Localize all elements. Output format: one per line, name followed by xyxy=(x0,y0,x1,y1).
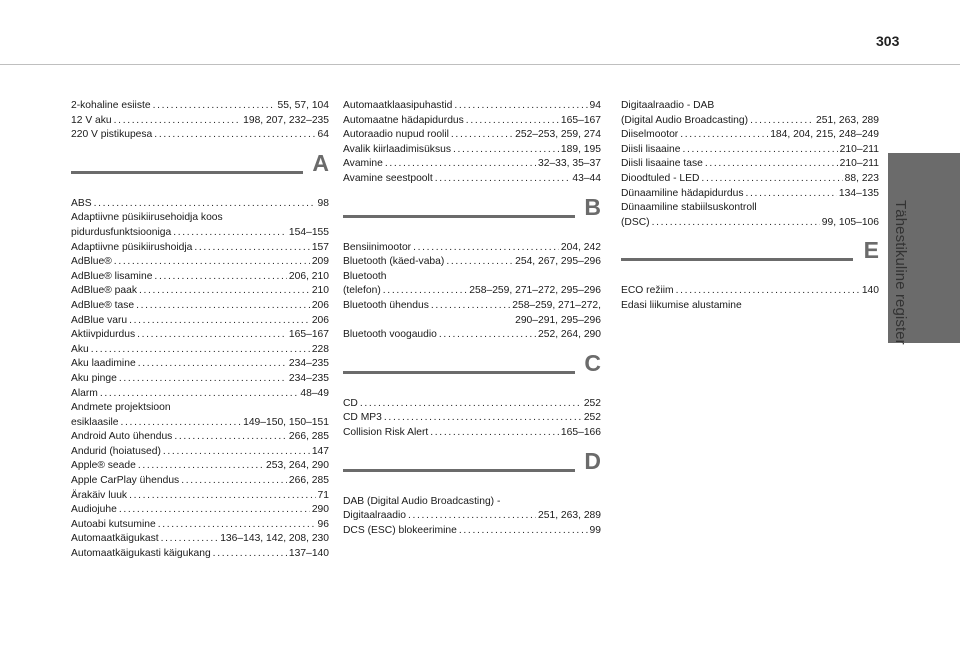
index-entry xyxy=(621,216,879,231)
index-entry-term: Diisli lisaaine tase xyxy=(621,158,703,170)
index-entry-term: Aktiivpidurdus xyxy=(71,329,136,341)
dot-leader xyxy=(194,241,309,256)
index-entry-pages: 149–150, 150–151 xyxy=(243,416,329,428)
letter-section-letter: E xyxy=(863,237,879,264)
index-entry-pages: 134–135 xyxy=(838,187,879,199)
index-entry-pages: 252 xyxy=(583,397,601,409)
dot-leader xyxy=(114,255,310,270)
index-entry-term: AdBlue® tase xyxy=(71,299,135,311)
index-entry-term: Audiojuhe xyxy=(71,504,117,516)
index-entry-term: Andurid (hoiatused) xyxy=(71,445,161,457)
letter-section-header xyxy=(71,143,329,197)
index-entry-term: Automaatkäigukasti käigukang xyxy=(71,548,211,560)
index-entry-term: ABS xyxy=(71,197,92,209)
index-entry xyxy=(71,197,329,212)
index-entry xyxy=(621,143,879,158)
dot-leader xyxy=(129,314,310,329)
index-entry-pages: 55, 57, 104 xyxy=(277,100,329,111)
letter-section-header xyxy=(621,230,879,284)
dot-leader xyxy=(173,226,287,241)
index-entry-pages: 88, 223 xyxy=(844,172,879,184)
index-entry-term: Avamine seestpoolt xyxy=(343,172,433,184)
index-entry-pages: 210 xyxy=(311,285,329,297)
index-entry-pages: 140 xyxy=(861,285,879,297)
index-entry-pages: 210–211 xyxy=(839,158,879,170)
index-entry xyxy=(71,270,329,285)
dot-leader xyxy=(454,99,587,114)
index-entry-pages: 252–253, 259, 274 xyxy=(515,129,601,141)
index-entry-pages: 266, 285 xyxy=(288,475,329,487)
index-entry-term: Bensiinimootor xyxy=(343,241,412,253)
index-entry-pages: 206, 210 xyxy=(288,270,329,282)
index-entry-pages: 251, 263, 289 xyxy=(538,510,601,522)
dot-leader xyxy=(408,509,536,524)
dot-leader xyxy=(746,187,837,202)
index-entry-pages: 137–140 xyxy=(288,548,329,560)
index-entry-pages: 206 xyxy=(311,314,329,326)
index-entry-pages: 48–49 xyxy=(300,387,329,399)
index-entry-term: Alarm xyxy=(71,387,98,399)
index-entry xyxy=(71,128,329,143)
index-entry xyxy=(71,416,329,431)
dot-leader xyxy=(161,532,219,547)
index-entry xyxy=(71,489,329,504)
index-entry xyxy=(343,397,601,412)
index-entry xyxy=(621,299,879,314)
index-entry-pages: 198, 207, 232–235 xyxy=(243,114,329,126)
index-entry-term: Dünaamiline hädapidurdus xyxy=(621,187,744,199)
index-entry xyxy=(343,99,601,114)
index-entry-term: Diiselmootor xyxy=(621,129,679,141)
dot-leader xyxy=(385,157,536,172)
index-entry xyxy=(71,255,329,270)
index-entry-term: Automaatklaasipuhastid xyxy=(343,100,453,111)
letter-section-rule xyxy=(71,171,303,174)
index-entry-term: AdBlue® paak xyxy=(71,285,137,297)
index-entry-pages: 64 xyxy=(317,129,329,141)
index-entry-pages: 209 xyxy=(311,256,329,268)
letter-section-rule xyxy=(621,258,853,261)
index-entry-term: Aku pinge xyxy=(71,372,117,384)
letter-section-letter: B xyxy=(584,193,601,220)
index-entry-term: Avalik kiirlaadimisüksus xyxy=(343,143,451,155)
index-entry-pages-continued: 290–291, 295–296 xyxy=(515,314,601,326)
index-entry-pages: 258–259, 271–272, 295–296 xyxy=(469,285,601,297)
dot-leader xyxy=(435,172,571,187)
dot-leader xyxy=(154,270,286,285)
index-entry xyxy=(343,114,601,129)
index-entry xyxy=(343,172,601,187)
index-entry-pages: 96 xyxy=(317,518,329,530)
index-entry xyxy=(71,445,329,460)
letter-section-letter: C xyxy=(584,349,601,376)
index-entry-term: Automaatkäigukast xyxy=(71,533,159,545)
dot-leader xyxy=(360,397,582,412)
dot-leader xyxy=(446,255,513,270)
index-entry-term: Bluetooth (käed-vaba) xyxy=(343,256,445,268)
index-entry-pages: 266, 285 xyxy=(288,431,329,443)
index-entry xyxy=(343,284,601,299)
index-entry-term: (DSC) xyxy=(621,216,650,228)
index-entry xyxy=(71,314,329,329)
section-tab-label: Tähestikuline register xyxy=(892,200,909,345)
index-entry-pages: 253, 264, 290 xyxy=(266,460,329,472)
dot-leader xyxy=(459,524,588,539)
dot-leader xyxy=(153,99,276,114)
index-entry-heading: Digitaalraadio - DAB xyxy=(621,100,715,111)
index-entry-pages: 157 xyxy=(311,241,329,253)
dot-leader xyxy=(138,459,264,474)
index-entry xyxy=(343,157,601,172)
dot-leader xyxy=(137,328,287,343)
index-entry xyxy=(343,328,601,343)
dot-leader xyxy=(119,503,310,518)
letter-section-letter: A xyxy=(312,149,329,176)
dot-leader xyxy=(181,474,287,489)
index-entry xyxy=(343,241,601,256)
index-entry-term: AdBlue® xyxy=(71,256,112,268)
dot-leader xyxy=(91,343,310,358)
letter-section-letter: D xyxy=(584,447,601,474)
index-entry-pages: 184, 204, 215, 248–249 xyxy=(770,129,879,141)
dot-leader xyxy=(114,114,241,129)
index-entry-term: Aku laadimine xyxy=(71,358,136,370)
index-entry-term: (Digital Audio Broadcasting) xyxy=(621,114,749,126)
index-entry-term: 220 V pistikupesa xyxy=(71,129,153,141)
dot-leader xyxy=(439,328,536,343)
dot-leader xyxy=(174,430,287,445)
index-entry-pages: 252 xyxy=(583,412,601,424)
letter-section-header xyxy=(343,187,601,241)
index-entry-term: (telefon) xyxy=(343,285,381,297)
index-entry-term: CD xyxy=(343,397,358,409)
index-entry-term: Apple CarPlay ühendus xyxy=(71,475,180,487)
index-entry-term: Android Auto ühendus xyxy=(71,431,173,443)
index-entry xyxy=(343,255,601,270)
index-column-2 xyxy=(343,99,601,538)
index-entry-heading: Dünaamiline stabiilsuskontroll xyxy=(621,202,757,214)
dot-leader xyxy=(676,284,860,299)
letter-section-rule xyxy=(343,371,575,374)
index-entry-pages: 234–235 xyxy=(288,372,329,384)
index-entry-pages: 210–211 xyxy=(839,143,879,155)
index-entry-pages: 258–259, 271–272, xyxy=(512,299,601,311)
index-entry xyxy=(71,328,329,343)
index-entry-term: 2-kohaline esiiste xyxy=(71,100,151,111)
index-entry xyxy=(343,524,601,539)
index-entry-term: AdBlue® lisamine xyxy=(71,270,153,282)
dot-leader xyxy=(138,357,287,372)
index-entry-pages: 165–167 xyxy=(288,329,329,341)
index-entry-pages: 32–33, 35–37 xyxy=(538,158,601,170)
index-entry-pages: 165–167 xyxy=(560,114,601,126)
dot-leader xyxy=(213,547,287,562)
index-entry-term: CD MP3 xyxy=(343,412,382,424)
index-entry xyxy=(343,411,601,426)
index-entry-term: Dioodtuled - LED xyxy=(621,172,700,184)
index-entry-pages: 206 xyxy=(311,299,329,311)
index-entry xyxy=(621,284,879,299)
index-entry-pages: 99 xyxy=(589,524,601,536)
index-entry xyxy=(71,357,329,372)
index-entry xyxy=(71,532,329,547)
index-entry xyxy=(71,99,329,114)
dot-leader xyxy=(683,143,838,158)
index-entry xyxy=(343,299,601,314)
index-entry-term: Autoraadio nupud roolil xyxy=(343,129,449,141)
index-entry-term: Apple® seade xyxy=(71,460,136,472)
index-entry-term: ECO režiim xyxy=(621,285,674,297)
index-entry-term: esiklaasile xyxy=(71,416,119,428)
index-entry-pages: 252, 264, 290 xyxy=(538,329,601,341)
index-entry-heading: Andmete projektsioon xyxy=(71,402,171,414)
index-entry-pages: 228 xyxy=(311,343,329,355)
index-entry-term: Automaatne hädapidurdus xyxy=(343,114,464,126)
index-entry-term: Autoabi kutsumine xyxy=(71,518,156,530)
page-number: 303 xyxy=(876,33,900,49)
dot-leader xyxy=(136,299,310,314)
index-entry xyxy=(621,114,879,129)
index-column-3 xyxy=(621,99,879,314)
index-entry xyxy=(621,187,879,202)
index-entry-pages: 136–143, 142, 208, 230 xyxy=(220,533,329,545)
index-entry xyxy=(71,114,329,129)
index-entry-pages: 154–155 xyxy=(288,226,329,238)
index-entry xyxy=(71,474,329,489)
index-entry-heading: DAB (Digital Audio Broadcasting) - xyxy=(343,495,501,507)
dot-leader xyxy=(100,387,298,402)
index-entry-term: Digitaalraadio xyxy=(343,510,406,522)
index-entry xyxy=(343,426,601,441)
index-entry xyxy=(71,226,329,241)
index-entry-pages: 43–44 xyxy=(572,172,601,184)
index-entry xyxy=(71,387,329,402)
index-entry-heading: Adaptiivne püsikiirusehoidja koos xyxy=(71,212,223,224)
dot-leader xyxy=(383,284,468,299)
dot-leader xyxy=(163,445,310,460)
dot-leader xyxy=(121,416,242,431)
dot-leader xyxy=(139,284,310,299)
index-entry-pages: 290 xyxy=(311,504,329,516)
dot-leader xyxy=(154,128,315,143)
index-entry-pages: 165–166 xyxy=(560,426,601,438)
index-entry-pages: 71 xyxy=(317,489,329,501)
dot-leader xyxy=(701,172,842,187)
index-entry-term: AdBlue varu xyxy=(71,314,128,326)
index-entry-term: DCS (ESC) blokeerimine xyxy=(343,524,457,536)
dot-leader xyxy=(750,114,814,129)
index-entry-pages: 254, 267, 295–296 xyxy=(515,256,601,268)
index-entry xyxy=(343,128,601,143)
dot-leader xyxy=(431,299,510,314)
index-entry-term: Avamine xyxy=(343,158,383,170)
index-column-1 xyxy=(71,99,329,562)
index-entry-pages: 234–235 xyxy=(288,358,329,370)
index-entry-pages: 204, 242 xyxy=(560,241,601,253)
dot-leader xyxy=(451,128,513,143)
index-entry-term: Ärakäiv luuk xyxy=(71,489,128,501)
index-entry-term: Aku xyxy=(71,343,89,355)
index-entry-pages: 189, 195 xyxy=(560,143,601,155)
index-entry-pages: 98 xyxy=(317,197,329,209)
index-entry-term: pidurdusfunktsiooniga xyxy=(71,226,172,238)
index-entry xyxy=(71,299,329,314)
index-entry xyxy=(71,503,329,518)
index-entry xyxy=(71,343,329,358)
index-entry-term: Bluetooth voogaudio xyxy=(343,329,437,341)
index-entry-term: Bluetooth ühendus xyxy=(343,299,429,311)
dot-leader xyxy=(129,489,315,504)
index-entry-term: Edasi liikumise alustamine xyxy=(621,299,742,311)
index-entry xyxy=(71,241,329,256)
dot-leader xyxy=(413,241,559,256)
index-entry-term: Diisli lisaaine xyxy=(621,143,681,155)
index-entry-heading: Bluetooth xyxy=(343,270,387,282)
letter-section-rule xyxy=(343,469,575,472)
index-entry xyxy=(621,128,879,143)
dot-leader xyxy=(680,128,768,143)
index-entry xyxy=(71,284,329,299)
index-entry xyxy=(71,430,329,445)
index-entry xyxy=(621,172,879,187)
index-entry-term: Collision Risk Alert xyxy=(343,426,429,438)
dot-leader xyxy=(119,372,287,387)
header-divider xyxy=(0,64,960,65)
index-entry-term: 12 V aku xyxy=(71,114,112,126)
dot-leader xyxy=(466,114,559,129)
dot-leader xyxy=(453,143,559,158)
dot-leader xyxy=(94,197,316,212)
letter-section-rule xyxy=(343,215,575,218)
dot-leader xyxy=(652,216,820,231)
dot-leader xyxy=(705,157,838,172)
index-entry-pages: 94 xyxy=(589,100,601,111)
dot-leader xyxy=(384,411,582,426)
letter-section-header xyxy=(343,343,601,397)
index-entry-pages: 251, 263, 289 xyxy=(816,114,879,126)
dot-leader xyxy=(430,426,559,441)
index-entry xyxy=(343,509,601,524)
dot-leader xyxy=(158,518,316,533)
index-entry-pages: 99, 105–106 xyxy=(821,216,879,228)
index-entry xyxy=(621,157,879,172)
index-entry xyxy=(71,372,329,387)
index-entry xyxy=(71,547,329,562)
index-entry-term: Adaptiivne püsikiirushoidja xyxy=(71,241,193,253)
index-entry xyxy=(71,518,329,533)
index-entry-pages: 147 xyxy=(311,445,329,457)
letter-section-header xyxy=(343,441,601,495)
index-entry xyxy=(343,143,601,158)
index-entry xyxy=(71,459,329,474)
